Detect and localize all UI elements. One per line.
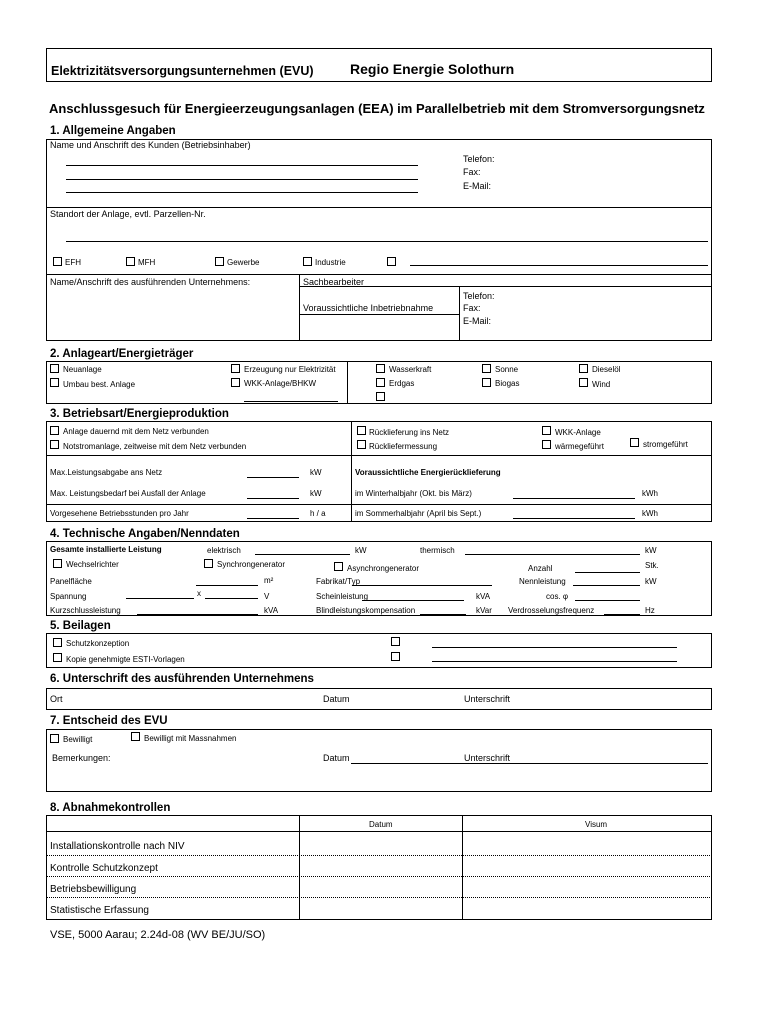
bewilligt-label: Bewilligt: [63, 735, 93, 744]
kwh-unit-1: kWh: [642, 489, 658, 498]
nennleistung-line[interactable]: [573, 585, 640, 586]
winter-label: im Winterhalbjahr (Okt. bis März): [355, 489, 472, 498]
section-4-title: 4. Technische Angaben/Nenndaten: [50, 528, 240, 540]
strom-label: stromgeführt: [643, 440, 688, 449]
other-checkbox[interactable]: [387, 257, 396, 266]
bew-mass-label: Bewilligt mit Massnahmen: [144, 734, 237, 743]
kw-el: kW: [355, 546, 367, 555]
biogas-checkbox[interactable]: [482, 378, 491, 387]
evu-name: Regio Energie Solothurn: [350, 61, 515, 77]
sonne-label: Sonne: [495, 365, 519, 374]
energie-other-checkbox[interactable]: [376, 392, 385, 401]
divider: [46, 855, 712, 856]
v-unit: V: [264, 592, 270, 601]
waerme-checkbox[interactable]: [542, 440, 551, 449]
customer-label: Name und Anschrift des Kunden (Betriebsinhaber): [50, 140, 251, 150]
kw-unit-1: kW: [310, 468, 322, 477]
cos-line[interactable]: [575, 600, 640, 601]
bewilligt-checkbox[interactable]: [50, 734, 59, 743]
gewerbe-checkbox[interactable]: [215, 257, 224, 266]
stk-unit: Stk.: [645, 561, 659, 570]
mfh-checkbox[interactable]: [126, 257, 135, 266]
kw-th: kW: [645, 546, 657, 555]
unterschrift-label-7: Unterschrift: [464, 753, 511, 763]
rueckl-mess-checkbox[interactable]: [357, 440, 366, 449]
max-abgabe-line[interactable]: [247, 477, 299, 478]
blind-line[interactable]: [420, 614, 466, 615]
kurzschluss-label: Kurzschlussleistung: [50, 606, 121, 615]
erzeugung-checkbox[interactable]: [231, 364, 240, 373]
contractor-label: Name/Anschrift des ausführenden Unternehmens:: [50, 277, 251, 287]
schein-label: Scheinleistung: [316, 592, 369, 601]
kwh-unit-2: kWh: [642, 509, 658, 518]
max-bedarf-line[interactable]: [247, 498, 299, 499]
divider: [299, 314, 459, 315]
inbetrieb-label: Voraussichtliche Inbetriebnahme: [303, 303, 434, 313]
sachbearbeiter-label: Sachbearbeiter: [303, 277, 365, 287]
col-visum: Visum: [585, 820, 608, 829]
dieseloel-checkbox[interactable]: [579, 364, 588, 373]
ha-unit: h / a: [310, 509, 326, 518]
anzahl-label: Anzahl: [528, 564, 553, 573]
umbau-label: Umbau best. Anlage: [63, 380, 136, 389]
form-title: Anschlussgesuch für Energieerzeugungsanlagen (EEA) im Parallelbetrieb mit dem Stromversorgungsnetz: [49, 101, 705, 116]
gesamt-label: Gesamte installierte Leistung: [50, 545, 162, 554]
efh-label: EFH: [65, 258, 81, 267]
evu-label: Elektrizitätsversorgungsunternehmen (EVU): [51, 64, 314, 78]
fabrikat-label: Fabrikat/Typ: [316, 577, 361, 586]
divider: [46, 207, 712, 208]
verdross-line[interactable]: [604, 614, 640, 615]
rueckl-netz-checkbox[interactable]: [357, 426, 366, 435]
synchron-checkbox[interactable]: [204, 559, 213, 568]
customer-line-1[interactable]: [66, 165, 418, 166]
kw-unit-2: kW: [310, 489, 322, 498]
kva-unit-1: kVA: [476, 592, 491, 601]
umbau-checkbox[interactable]: [50, 378, 59, 387]
datum-label-7: Datum: [323, 753, 350, 763]
divider: [46, 504, 712, 505]
wasserkraft-checkbox[interactable]: [376, 364, 385, 373]
fax-label-2: Fax:: [463, 303, 481, 313]
wkk-anlage-checkbox[interactable]: [542, 426, 551, 435]
unterschrift-label: Unterschrift: [464, 694, 511, 704]
neuanlage-label: Neuanlage: [63, 365, 102, 374]
erdgas-checkbox[interactable]: [376, 378, 385, 387]
wechselrichter-checkbox[interactable]: [53, 559, 62, 568]
thermisch-line[interactable]: [465, 554, 640, 555]
divider: [347, 361, 348, 404]
beilage-other-line-1[interactable]: [432, 647, 677, 648]
beilage-other-checkbox-2[interactable]: [391, 652, 400, 661]
bew-mass-checkbox[interactable]: [131, 732, 140, 741]
wkk-anlage-label: WKK-Anlage: [555, 428, 601, 437]
divider: [46, 455, 712, 456]
synchron-label: Synchrongenerator: [217, 560, 286, 569]
beilage-other-line-2[interactable]: [432, 661, 677, 662]
thermisch-label: thermisch: [420, 546, 455, 555]
strom-checkbox[interactable]: [630, 438, 639, 447]
wechselrichter-label: Wechselrichter: [66, 560, 119, 569]
divider: [299, 274, 300, 341]
efh-checkbox[interactable]: [53, 257, 62, 266]
rueckl-netz-label: Rücklieferung ins Netz: [369, 428, 450, 437]
divider: [351, 421, 352, 522]
standort-line[interactable]: [66, 241, 708, 242]
section-7-title: 7. Entscheid des EVU: [50, 715, 168, 727]
abnahme-row-4: Statistische Erfassung: [50, 905, 149, 916]
elektrisch-line[interactable]: [255, 554, 350, 555]
erdgas-label: Erdgas: [389, 379, 415, 388]
beilage-other-checkbox-1[interactable]: [391, 637, 400, 646]
panel-line[interactable]: [196, 585, 258, 586]
betriebsstunden-line[interactable]: [247, 518, 299, 519]
hz-unit: Hz: [645, 606, 655, 615]
blind-label: Blindleistungskompensation: [316, 606, 416, 615]
dauernd-checkbox[interactable]: [50, 426, 59, 435]
industrie-label: Industrie: [315, 258, 346, 267]
kopie-label: Kopie genehmigte ESTI-Vorlagen: [66, 655, 185, 664]
schutz-checkbox[interactable]: [53, 638, 62, 647]
telefon-label-2: Telefon:: [463, 291, 495, 301]
erzeugung-label: Erzeugung nur Elektrizität: [244, 365, 336, 374]
section-2-title: 2. Anlageart/Energieträger: [50, 348, 194, 360]
email-label: E-Mail:: [463, 181, 492, 191]
anlageart-other-line[interactable]: [244, 401, 338, 402]
standort-label: Standort der Anlage, evtl. Parzellen-Nr.: [50, 209, 206, 219]
neuanlage-checkbox[interactable]: [50, 364, 59, 373]
kvar-unit: kVar: [476, 606, 492, 615]
divider: [46, 274, 712, 275]
footer-text: VSE, 5000 Aarau; 2.24d-08 (WV BE/JU/SO): [50, 929, 266, 941]
asynchron-label: Asynchrongenerator: [347, 564, 420, 573]
spannung-line-2[interactable]: [205, 598, 258, 599]
gewerbe-label: Gewerbe: [227, 258, 260, 267]
elektrisch-label: elektrisch: [207, 546, 241, 555]
divider: [299, 286, 712, 287]
email-label-2: E-Mail:: [463, 316, 492, 326]
asynchron-checkbox[interactable]: [334, 562, 343, 571]
kopie-checkbox[interactable]: [53, 653, 62, 662]
sommer-line[interactable]: [513, 518, 635, 519]
winter-line[interactable]: [513, 498, 635, 499]
ort-label: Ort: [50, 694, 63, 704]
wind-label: Wind: [592, 380, 611, 389]
abnahme-row-1: Installationskontrolle nach NIV: [50, 841, 185, 852]
wasserkraft-label: Wasserkraft: [389, 365, 432, 374]
dauernd-label: Anlage dauernd mit dem Netz verbunden: [63, 427, 209, 436]
customer-line-2[interactable]: [66, 179, 418, 180]
biogas-label: Biogas: [495, 379, 520, 388]
divider: [46, 831, 712, 832]
bemerkungen-label: Bemerkungen:: [52, 753, 111, 763]
other-line[interactable]: [410, 265, 708, 266]
section-6-box: [46, 688, 712, 710]
sonne-checkbox[interactable]: [482, 364, 491, 373]
section-1-title: 1. Allgemeine Angaben: [50, 125, 176, 137]
dieseloel-label: Dieselöl: [592, 365, 621, 374]
kva-unit-2: kVA: [264, 606, 279, 615]
datum-line-7[interactable]: [351, 763, 708, 764]
abnahme-row-3: Betriebsbewilligung: [50, 884, 137, 895]
m2-unit: m²: [264, 576, 274, 585]
max-abgabe-label: Max.Leistungsabgabe ans Netz: [50, 468, 163, 477]
fabrikat-line[interactable]: [352, 585, 492, 586]
verdross-label: Verdrosselungsfrequenz: [508, 606, 595, 615]
section-6-title: 6. Unterschrift des ausführenden Unternehmens: [50, 673, 314, 685]
max-bedarf-label: Max. Leistungsbedarf bei Ausfall der Anlage: [50, 489, 206, 498]
divider: [459, 286, 460, 341]
spannung-label: Spannung: [50, 592, 87, 601]
vor-rueck-label: Voraussichtliche Energierücklieferung: [355, 468, 501, 477]
cos-label: cos. φ: [546, 592, 569, 601]
x-sign: x: [197, 589, 201, 598]
anzahl-line[interactable]: [575, 572, 640, 573]
section-8-title: 8. Abnahmekontrollen: [50, 802, 171, 814]
rueckl-mess-label: Rückliefermessung: [369, 442, 438, 451]
notstrom-label: Notstromanlage, zeitweise mit dem Netz verbunden: [63, 442, 247, 451]
schutz-label: Schutzkonzeption: [66, 639, 130, 648]
wkk-checkbox[interactable]: [231, 378, 240, 387]
section-3-title: 3. Betriebsart/Energieproduktion: [50, 408, 229, 420]
betriebsstunden-label: Vorgesehene Betriebsstunden pro Jahr: [50, 509, 189, 518]
kw-nenn: kW: [645, 577, 657, 586]
waerme-label: wärmegeführt: [555, 442, 604, 451]
spannung-line-1[interactable]: [126, 598, 194, 599]
abnahme-row-2: Kontrolle Schutzkonzept: [50, 863, 158, 874]
divider: [46, 876, 712, 877]
telefon-label: Telefon:: [463, 154, 495, 164]
section-5-title: 5. Beilagen: [50, 620, 111, 632]
divider: [46, 897, 712, 898]
sommer-label: im Sommerhalbjahr (April bis Sept.): [355, 509, 482, 518]
col-datum: Datum: [369, 820, 393, 829]
datum-label: Datum: [323, 694, 350, 704]
wkk-label: WKK-Anlage/BHKW: [244, 379, 317, 388]
industrie-checkbox[interactable]: [303, 257, 312, 266]
schein-line[interactable]: [362, 600, 464, 601]
nennleistung-label: Nennleistung: [519, 577, 566, 586]
wind-checkbox[interactable]: [579, 378, 588, 387]
mfh-label: MFH: [138, 258, 156, 267]
notstrom-checkbox[interactable]: [50, 440, 59, 449]
fax-label: Fax:: [463, 167, 481, 177]
kurzschluss-line[interactable]: [137, 614, 258, 615]
panel-label: Panelfläche: [50, 577, 92, 586]
customer-line-3[interactable]: [66, 192, 418, 193]
